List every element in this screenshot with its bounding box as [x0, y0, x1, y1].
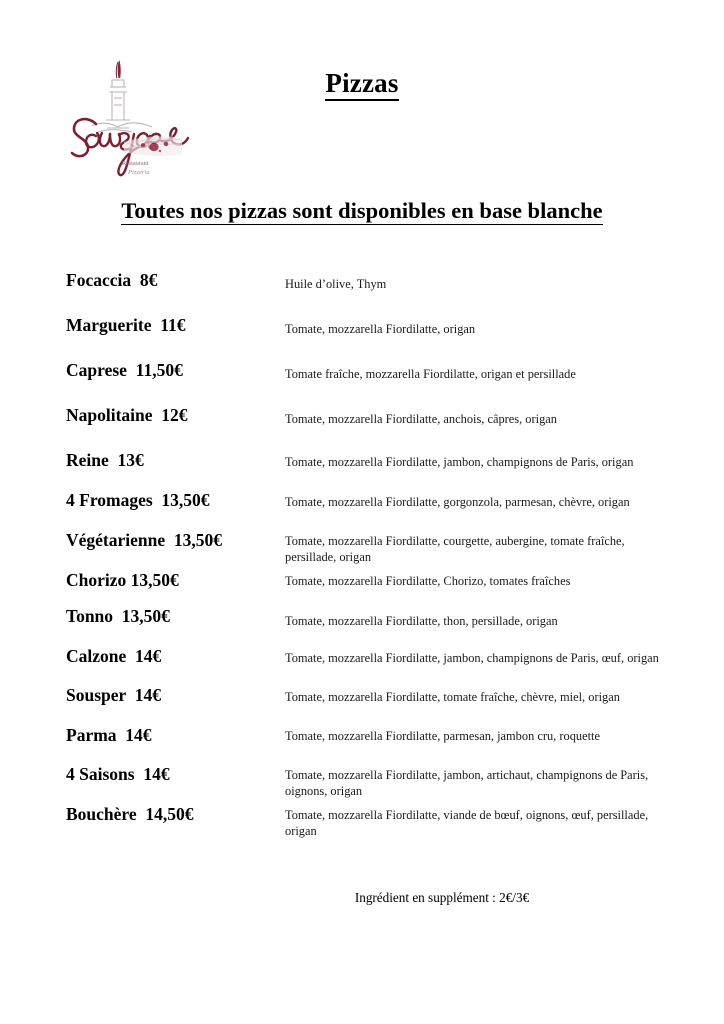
- menu-item-name: 4 Saisons 14€: [66, 764, 170, 784]
- menu-item-description: Tomate fraîche, mozzarella Fiordilatte, origan et persillade: [285, 367, 576, 381]
- menu-item-description: Tomate, mozzarella Fiordilatte, thon, persillade, origan: [285, 614, 558, 628]
- menu-item-description: Tomate, mozzarella Fiordilatte, jambon, champignons de Paris, origan: [285, 455, 634, 469]
- menu-item-description: Tomate, mozzarella Fiordilatte, jambon, champignons de Paris, œuf, origan: [285, 651, 659, 665]
- menu-item-description: Tomate, mozzarella Fiordilatte, gorgonzola, parmesan, chèvre, origan: [285, 495, 630, 509]
- menu-item-name: Végétarienne 13,50€: [66, 530, 223, 550]
- menu-item-name: Tonno 13,50€: [66, 606, 170, 626]
- menu-item-description: Tomate, mozzarella Fiordilatte, origan: [285, 322, 476, 336]
- menu-item-description: Tomate, mozzarella Fiordilatte, tomate fraîche, chèvre, miel, origan: [285, 690, 620, 704]
- menu-subtitle-text: Toutes nos pizzas sont disponibles en base blanche: [121, 198, 603, 223]
- menu-item-description: Tomate, mozzarella Fiordilatte, courgette, aubergine, tomate fraîche, persillade, origan: [285, 534, 625, 565]
- page-title-text: Pizzas: [325, 68, 398, 101]
- menu-item-description: Huile d’olive, Thym: [285, 277, 387, 291]
- menu-item-description: Tomate, mozzarella Fiordilatte, Chorizo, tomates fraîches: [285, 574, 571, 588]
- menu-item-name: Sousper 14€: [66, 685, 161, 705]
- menu-item-name: Focaccia 8€: [66, 270, 158, 290]
- menu-item-name: Bouchère 14,50€: [66, 804, 194, 824]
- menu-item-name: Marguerite 11€: [66, 315, 186, 335]
- supplement-note-text: Ingrédient en supplément : 2€/3€: [354, 890, 530, 905]
- menu-item-name: 4 Fromages 13,50€: [66, 490, 210, 510]
- menu-item-name: Napolitaine 12€: [66, 405, 188, 425]
- supplement-note: [0, 890, 724, 906]
- logo-tagline-pizzeria: Pizzeria: [128, 169, 150, 176]
- menu-item-name: Parma 14€: [66, 725, 152, 745]
- menu-item-description: Tomate, mozzarella Fiordilatte, viande de bœuf, oignons, œuf, persillade, origan: [285, 808, 649, 839]
- menu-subtitle: [0, 198, 724, 224]
- menu-item-name: Reine 13€: [66, 450, 144, 470]
- menu-item-name: Calzone 14€: [66, 646, 162, 666]
- logo-tagline-restaurant: Restaurant: [122, 160, 149, 167]
- menu-item-name: Chorizo 13,50€: [66, 570, 179, 590]
- menu-item-name: Caprese 11,50€: [66, 360, 183, 380]
- menu-item-description: Tomate, mozzarella Fiordilatte, jambon, artichaut, champignons de Paris, oignons, origan: [285, 768, 649, 799]
- menu-item-description: Tomate, mozzarella Fiordilatte, anchois, câpres, origan: [285, 412, 557, 426]
- page-title: [0, 68, 724, 99]
- menu-item-description: Tomate, mozzarella Fiordilatte, parmesan, jambon cru, roquette: [285, 729, 600, 743]
